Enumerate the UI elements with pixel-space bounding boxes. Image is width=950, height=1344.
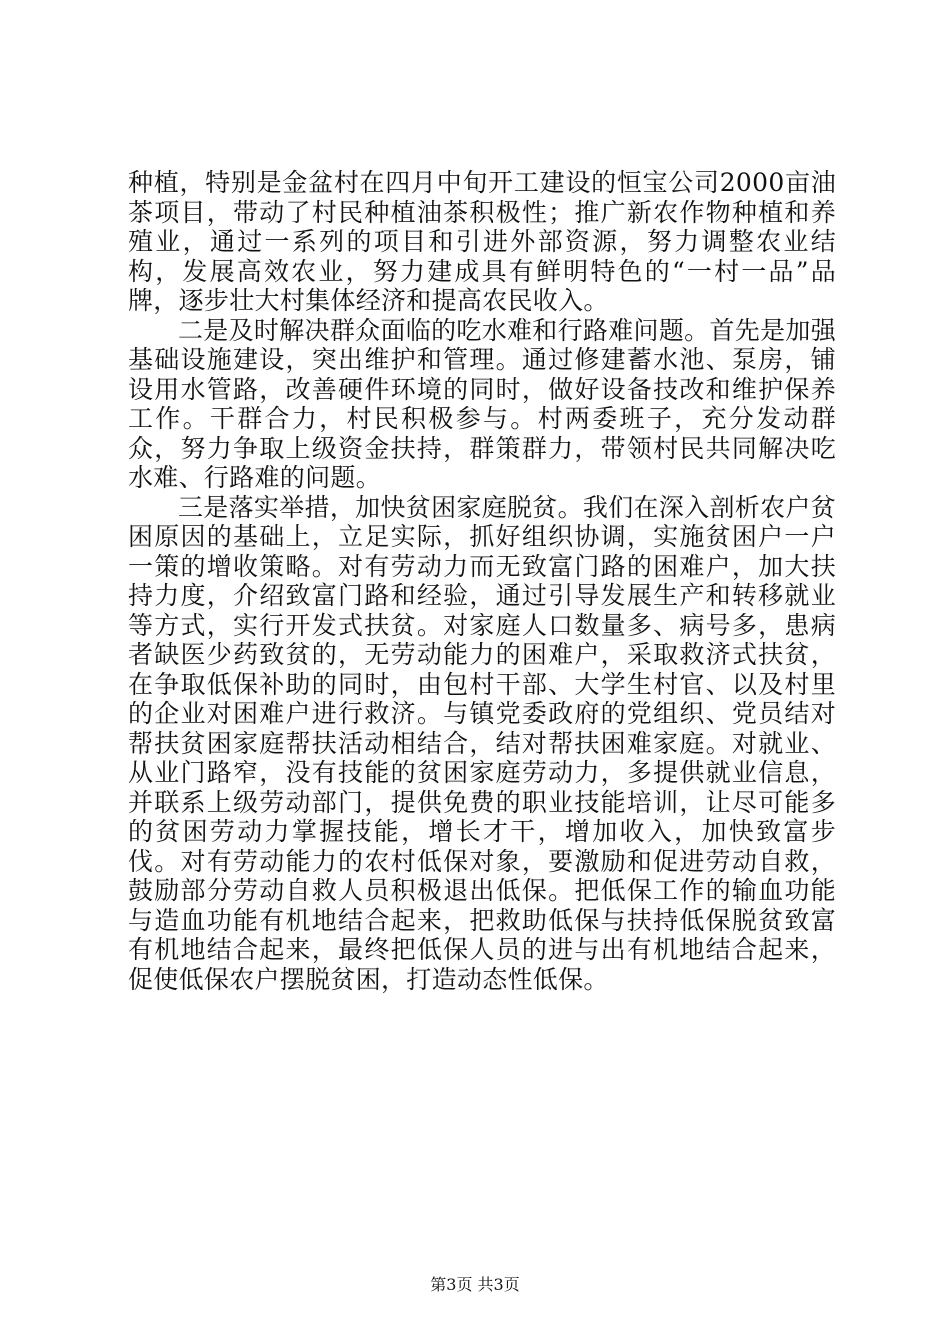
paragraph-2: 二是及时解决群众面临的吃水难和行路难问题。首先是加强基础设施建设，突出维护和管理。通过修建蓄水池、泵房，铺设用水管路，改善硬件环境的同时，做好设备技改和维护保养工作。干群合力，村民积极参与。村两委班子，充分发动群众，努力争取上级资金扶持，群策群力，带领村民共同解决吃水难、行路难的问题。 — [128, 315, 836, 492]
paragraph-3: 三是落实举措，加快贫困家庭脱贫。我们在深入剖析农户贫困原因的基础上，立足实际，抓好组织协调，实施贫困户一户一策的增收策略。对有劳动力而无致富门路的困难户，加大扶持力度，介绍致富门路和经验，通过引导发展生产和转移就业等方式，实行开发式扶贫。对家庭人口数量多、病号多，患病者缺医少药致贫的，无劳动能力的困难户，采取救济式扶贫，在争取低保补助的同时，由包村干部、大学生村官、以及村里的企业对困难户进行救济。与镇党委政府的党组织、党员结对帮扶贫困家庭帮扶活动相结合，结对帮扶困难家庭。对就业、从业门路窄，没有技能的贫困家庭劳动力，多提供就业信息，并联系上级劳动部门，提供免费的职业技能培训，让尽可能多的贫困劳动力掌握技能，增长才干，增加收入，加快致富步伐。对有劳动能力的农村低保对象，要激励和促进劳动自救，鼓励部分劳动自救人员积极退出低保。把低保工作的输血功能与造血功能有机地结合起来，把救助低保与扶持低保脱贫致富有机地结合起来，最终把低保人员的进与出有机地结合起来，促使低保农户摆脱贫困，打造动态性低保。 — [128, 492, 836, 994]
paragraph-1: 种植，特别是金盆村在四月中旬开工建设的恒宝公司2000亩油茶项目，带动了村民种植油茶积极性；推广新农作物种植和养殖业，通过一系列的项目和引进外部资源，努力调整农业结构，发展高效农业，努力建成具有鲜明特色的“一村一品”品牌，逐步壮大村集体经济和提高农民收入。 — [128, 168, 836, 315]
page-footer: 第3页 共3页 — [430, 1275, 520, 1294]
document-body — [128, 168, 836, 994]
